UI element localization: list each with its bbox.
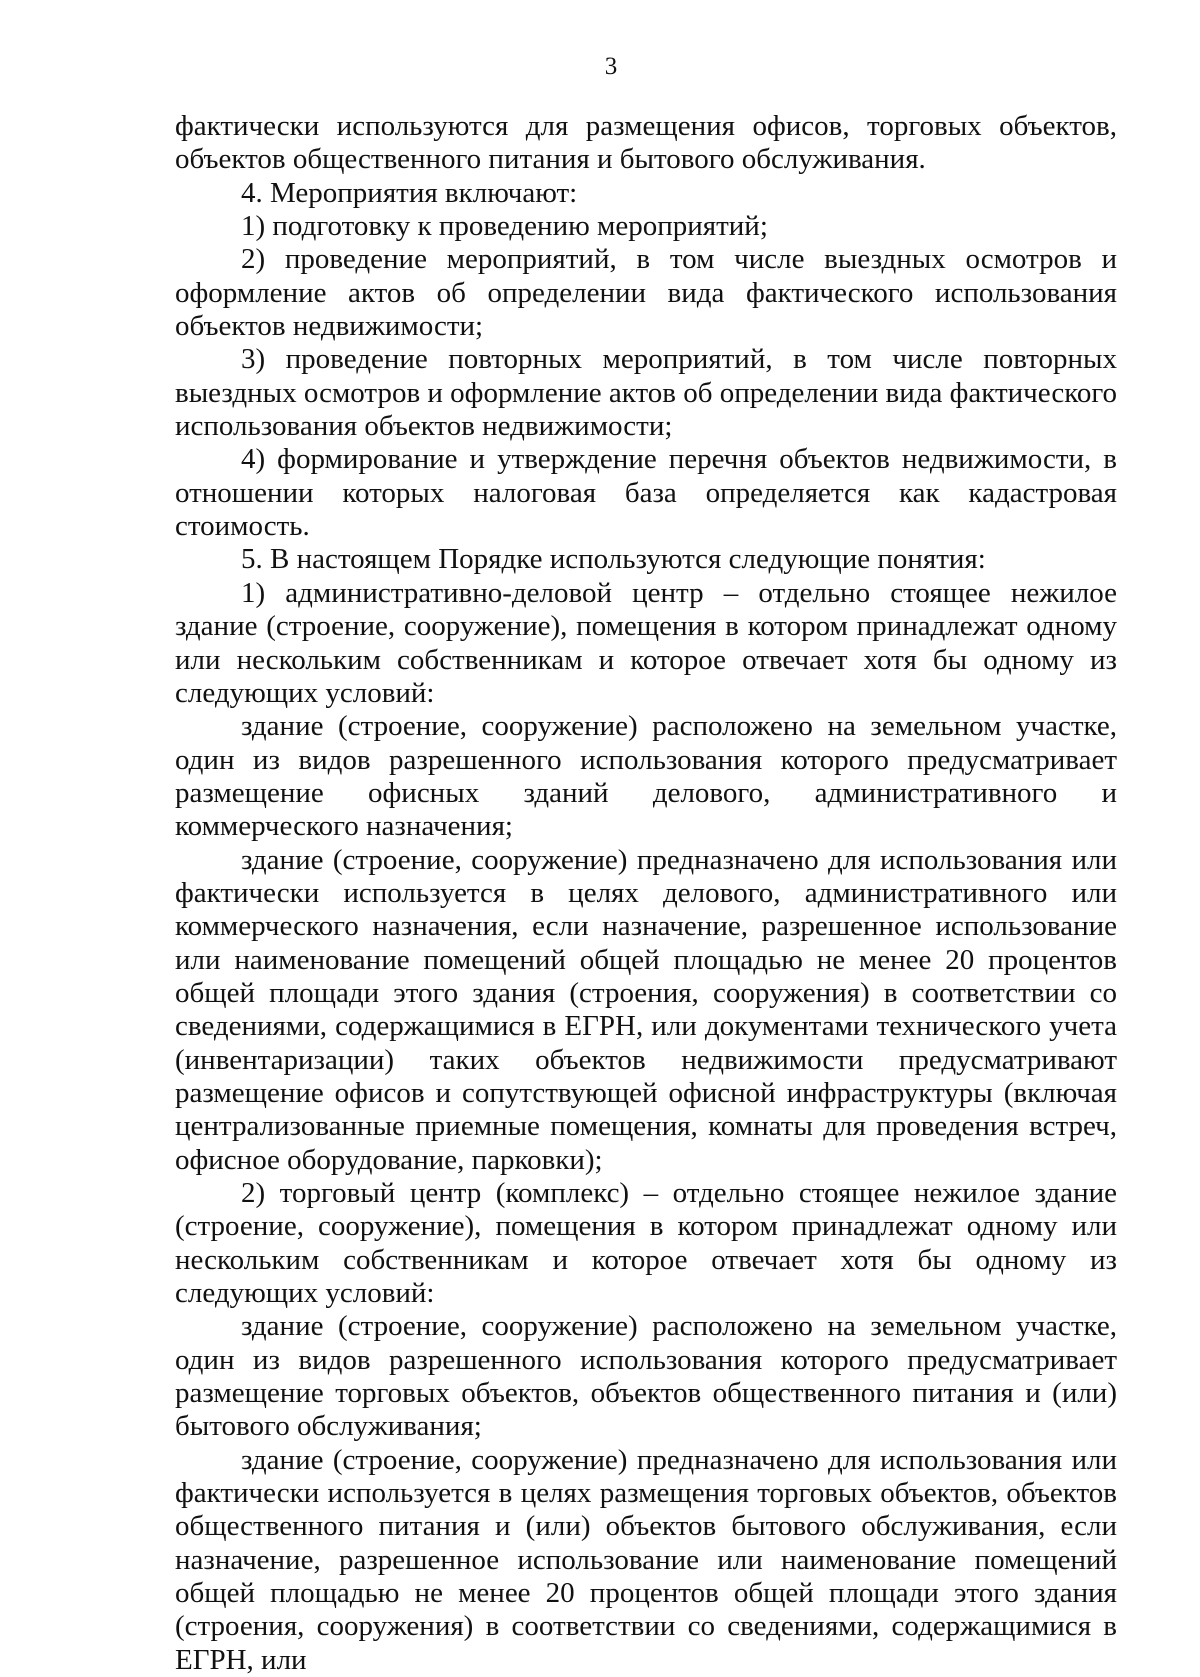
- page-number: 3: [604, 53, 618, 80]
- paragraph: здание (строение, сооружение) предназначено для использования или фактически используется в целях размещения торговых объектов, объектов общественного питания и (или) объектов бытового обслуживания, если назначение, разрешенное использование или наименование помещений общей площадью не менее 20 процентов общей площади этого здания (строения, сооружения) в соответствии со сведениями, содержащимися в ЕГРН, или: [175, 1443, 1117, 1676]
- paragraph: 2) проведение мероприятий, в том числе выездных осмотров и оформление актов об определении вида фактического использования объектов недвижимости;: [175, 243, 1117, 343]
- paragraph: фактически используются для размещения офисов, торговых объектов, объектов общественного питания и бытового обслуживания.: [175, 110, 1117, 176]
- paragraph: 1) административно-деловой центр – отдельно стоящее нежилое здание (строение, сооружение), помещения в котором принадлежат одному или нескольким собственникам и которое отвечает хотя бы одному из следующих условий:: [175, 576, 1117, 709]
- paragraph: 4. Мероприятия включают:: [241, 176, 578, 209]
- paragraph: 2) торговый центр (комплекс) – отдельно стоящее нежилое здание (строение, сооружение), помещения в котором принадлежат одному или нескольким собственникам и которое отвечает хотя бы одному из следующих условий:: [175, 1177, 1117, 1310]
- paragraph: 3) проведение повторных мероприятий, в том числе повторных выездных осмотров и оформление актов об определении вида фактического использования объектов недвижимости;: [175, 343, 1117, 443]
- paragraph: 5. В настоящем Порядке используются следующие понятия:: [241, 543, 986, 576]
- paragraph: 4) формирование и утверждение перечня объектов недвижимости, в отношении которых налоговая база определяется как кадастровая стоимость.: [175, 443, 1117, 543]
- paragraph: здание (строение, сооружение) предназначено для использования или фактически используется в целях делового, административного или коммерческого назначения, если назначение, разрешенное использование или наименование помещений общей площадью не менее 20 процентов общей площади этого здания (строения, сооружения) в соответствии со сведениями, содержащимися в ЕГРН, или документами технического учета (инвентаризации) таких объектов недвижимости предусматривают размещение офисов и сопутствующей офисной инфраструктуры (включая централизованные приемные помещения, комнаты для проведения встреч, офисное оборудование, парковки);: [175, 843, 1117, 1176]
- paragraph: 1) подготовку к проведению мероприятий;: [241, 210, 768, 243]
- paragraph: здание (строение, сооружение) расположено на земельном участке, один из видов разрешенного использования которого предусматривает размещение торговых объектов, объектов общественного питания и (или) бытового обслуживания;: [175, 1310, 1117, 1443]
- paragraph: здание (строение, сооружение) расположено на земельном участке, один из видов разрешенного использования которого предусматривает размещение офисных зданий делового, административного и коммерческого назначения;: [175, 710, 1117, 843]
- document-body: [175, 110, 1117, 1677]
